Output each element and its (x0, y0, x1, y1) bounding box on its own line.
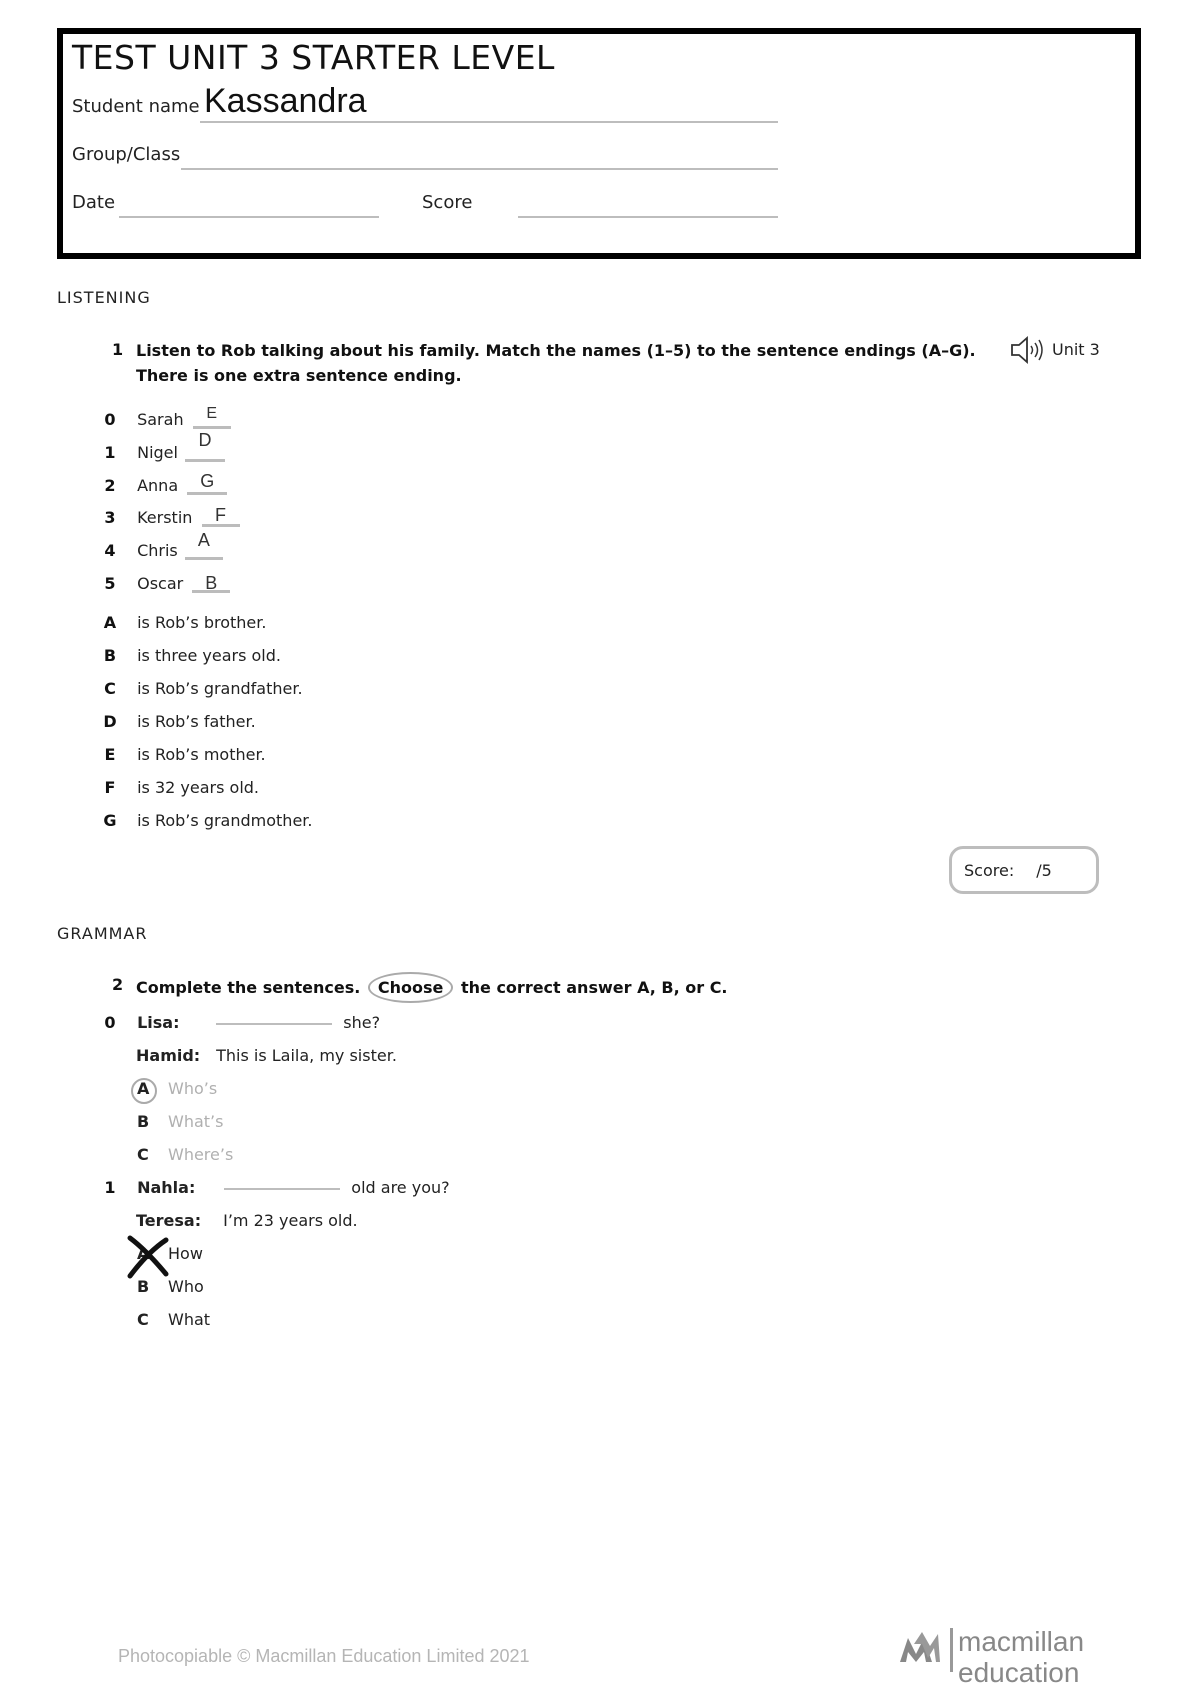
line-text: she? (343, 1013, 381, 1032)
answer-slot[interactable] (192, 569, 230, 593)
item-name: Chris (137, 541, 178, 560)
item-name: Kerstin (137, 508, 193, 527)
item-name: Oscar (137, 574, 184, 593)
listening-item (100, 503, 240, 527)
copyright-text: Photocopiable © Macmillan Education Limited 2021 (118, 1646, 530, 1666)
ending-letter: C (104, 679, 116, 698)
speaker-label: Nahla: (137, 1178, 196, 1197)
question-2-number: 2 (112, 975, 124, 994)
item-name: Anna (137, 476, 179, 495)
listening-item (100, 471, 227, 495)
option-letter[interactable]: C (137, 1310, 149, 1329)
ending-letter: E (104, 745, 116, 764)
listening-score-box (949, 846, 1099, 894)
student-name-line (200, 121, 778, 123)
ending-letter: D (103, 712, 117, 731)
listening-item (100, 405, 231, 429)
option-text: Who (168, 1277, 204, 1296)
group-class-label: Group/Class (72, 144, 181, 165)
answer-value: D (198, 430, 212, 450)
ending-item (100, 712, 256, 731)
grammar-item-0-line1 (100, 1013, 380, 1032)
listening-item (100, 530, 223, 560)
listening-item (100, 430, 225, 462)
ending-item (100, 778, 259, 797)
item-number: 3 (104, 508, 116, 527)
option-text: Where’s (168, 1145, 234, 1164)
question-2-text (136, 972, 728, 1003)
ending-letter: B (103, 646, 117, 665)
circled-word: Choose (368, 972, 454, 1003)
ending-text: is Rob’s grandfather. (137, 679, 303, 698)
brand-line-1: macmillan (958, 1626, 1085, 1657)
score-field[interactable] (518, 216, 778, 218)
answer-slot[interactable] (185, 430, 225, 462)
answer-value: E (206, 405, 217, 422)
speaker-icon[interactable] (1010, 335, 1046, 369)
answer-slot[interactable] (202, 503, 240, 527)
item-number: 0 (104, 410, 116, 429)
ending-text: is Rob’s brother. (137, 613, 267, 632)
brand-text (958, 1626, 1084, 1688)
grammar-item-1-line1 (100, 1178, 450, 1197)
option-letter[interactable]: A (137, 1079, 150, 1098)
answer-value: F (215, 505, 226, 525)
audio-track-label: Unit 3 (1052, 340, 1100, 359)
question-1-number: 1 (112, 340, 124, 359)
ending-text: is Rob’s grandmother. (137, 811, 313, 830)
item-number: 1 (104, 443, 116, 462)
ending-text: is three years old. (137, 646, 281, 665)
group-class-field[interactable] (181, 168, 778, 170)
question-1-text: Listen to Rob talking about his family. Match the names (1–5) to the sentence endings (A–G). There is one extra sentence ending. (136, 341, 976, 385)
item-number: 4 (104, 541, 116, 560)
item-number: 5 (104, 574, 116, 593)
ending-text: is 32 years old. (137, 778, 259, 797)
speaker-label: Hamid: (136, 1046, 201, 1065)
line-text: I’m 23 years old. (223, 1211, 358, 1230)
option-letter[interactable]: B (137, 1112, 150, 1131)
listening-section-title: LISTENING (57, 288, 151, 307)
brand-divider (950, 1628, 953, 1672)
ending-item (100, 613, 266, 632)
answer-blank[interactable] (224, 1188, 340, 1190)
ending-item (100, 679, 303, 698)
item-name: Sarah (137, 410, 184, 429)
grammar-item-0-line2 (136, 1046, 397, 1065)
ending-text: is Rob’s father. (137, 712, 256, 731)
speaker-label: Teresa: (136, 1211, 202, 1230)
option-text: How (168, 1244, 203, 1263)
option-text: What (168, 1310, 211, 1329)
student-name-label: Student name (72, 96, 200, 117)
answer-blank[interactable] (216, 1023, 332, 1025)
ending-item (100, 811, 312, 830)
answer-slot[interactable] (193, 405, 231, 429)
option-text: Who’s (168, 1079, 218, 1098)
ending-letter: F (104, 778, 116, 797)
option-text: What’s (168, 1112, 224, 1131)
question-2-text-after: the correct answer A, B, or C. (460, 978, 728, 997)
test-title: TEST UNIT 3 STARTER LEVEL (72, 38, 555, 77)
answer-slot[interactable] (185, 530, 223, 560)
listening-item (100, 569, 230, 593)
score-box-label: Score: (964, 860, 1015, 880)
item-number: 2 (104, 476, 116, 495)
item-number: 1 (104, 1178, 116, 1197)
date-label: Date (72, 192, 116, 213)
grammar-section-title: GRAMMAR (57, 924, 148, 943)
item-name: Nigel (137, 443, 178, 462)
option-letter[interactable]: A (137, 1244, 150, 1263)
line-text: This is Laila, my sister. (216, 1046, 397, 1065)
option-letter[interactable]: C (137, 1145, 149, 1164)
date-field[interactable] (119, 216, 379, 218)
ending-letter: A (103, 613, 117, 632)
answer-slot[interactable] (187, 471, 227, 495)
ending-item (100, 745, 266, 764)
grammar-item-1-line2 (136, 1211, 358, 1230)
score-box-total: /5 (1036, 860, 1052, 880)
item-number: 0 (104, 1013, 116, 1032)
ending-letter: G (103, 811, 117, 830)
question-2-text-before: Complete the sentences. (136, 978, 361, 997)
line-text: old are you? (351, 1178, 450, 1197)
speaker-label: Lisa: (137, 1013, 180, 1032)
answer-value: A (197, 530, 210, 550)
student-name-value[interactable]: Kassandra (204, 82, 367, 120)
brand-line-2: education (958, 1657, 1080, 1688)
option-letter[interactable]: B (137, 1277, 150, 1296)
answer-value: B (205, 573, 218, 593)
macmillan-logo-icon (900, 1632, 940, 1668)
ending-item (100, 646, 281, 665)
answer-value: G (200, 471, 215, 491)
score-label: Score (422, 192, 473, 213)
ending-text: is Rob’s mother. (137, 745, 266, 764)
